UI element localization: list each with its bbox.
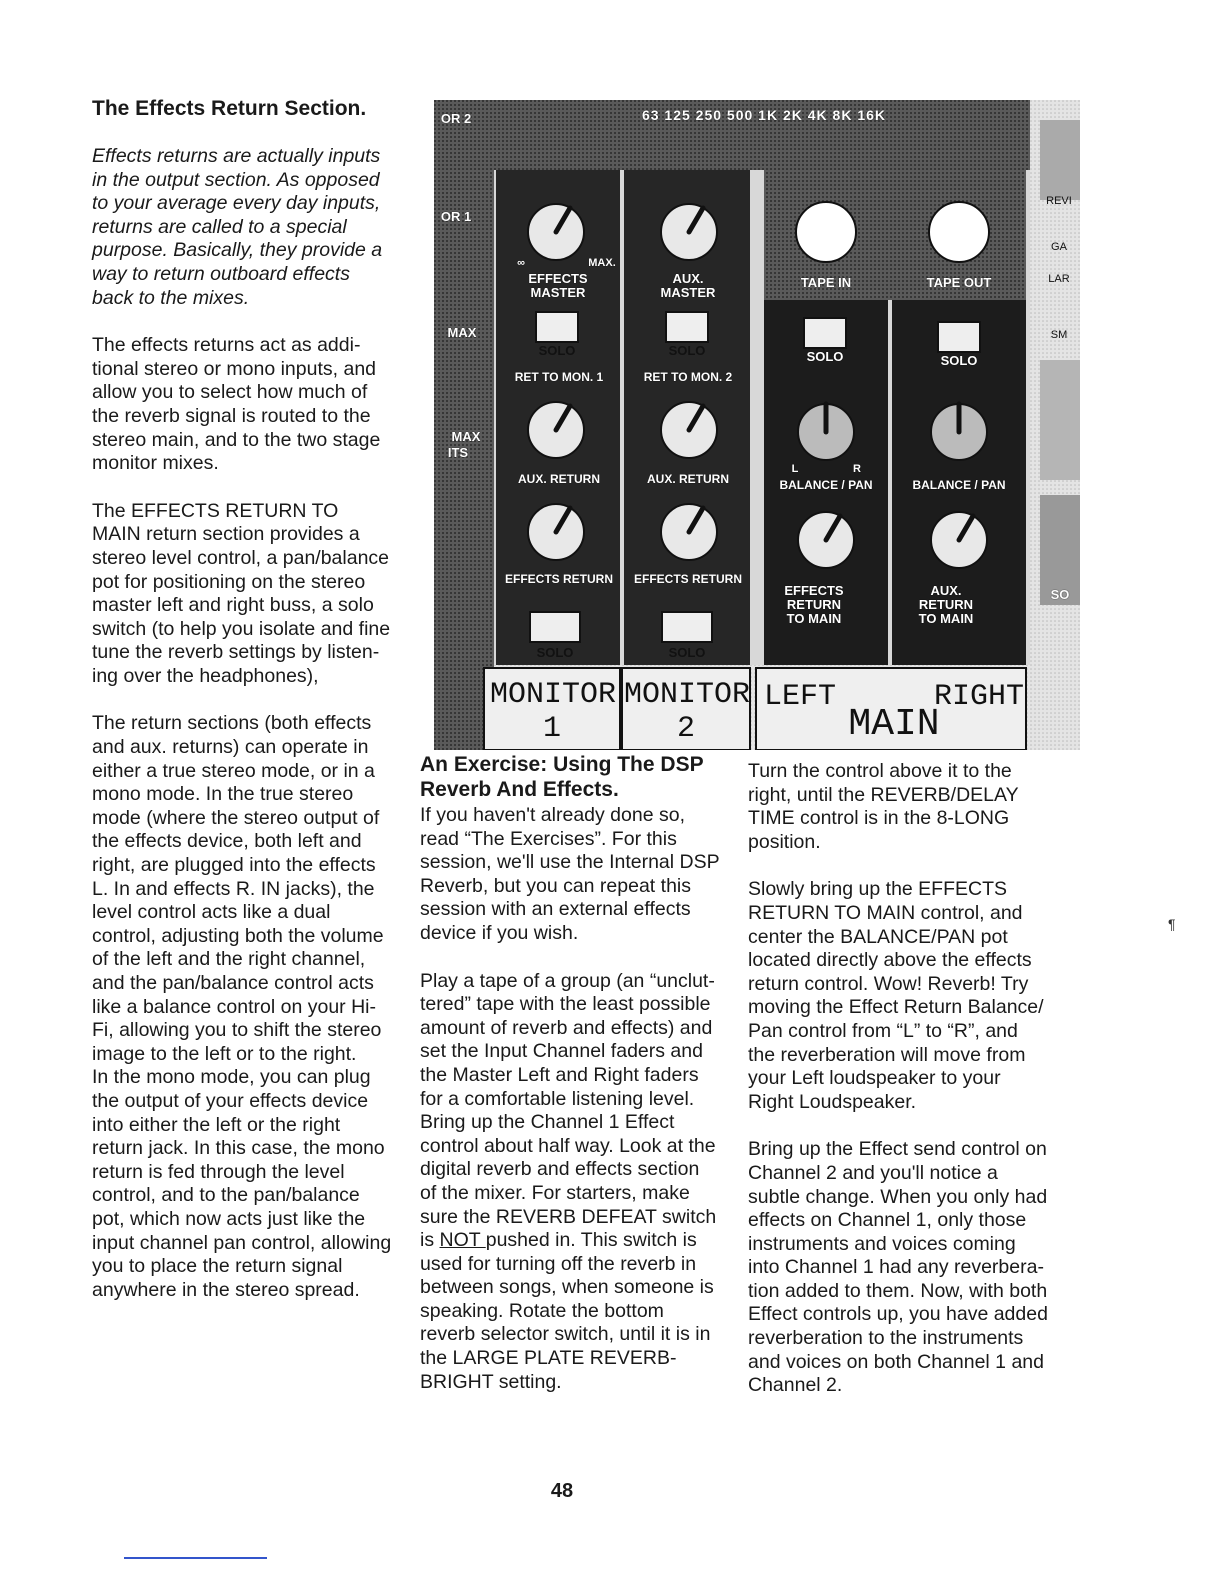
right-edge-label: GA (1051, 241, 1067, 253)
edge-label: OR 1 (440, 209, 472, 224)
section-heading: The Effects Return Section. (92, 97, 367, 120)
pan-l-mark: L (791, 463, 799, 475)
edge-label: OR 2 (440, 111, 472, 126)
ret-to-mon2-label: RET TO MON. 2 (643, 370, 733, 384)
exercise-heading: An Exercise: Using The DSP Reverb And Effects. (420, 753, 704, 801)
balance-pan-label: BALANCE / PAN (779, 478, 873, 492)
right-column (748, 760, 1078, 1422)
effects-return-to-main-label: EFFECTS RETURN TO MAIN (784, 583, 844, 626)
page-number: 48 (550, 1480, 574, 1502)
paragraph: The effects returns act as addi- tional stereo or mono inputs, and allow you to select how much of the reverb signal is routed to the stereo main, and to the two stage monitor mixes. (92, 334, 381, 475)
mixer-photo (434, 100, 1080, 750)
edge-label: MAX (447, 325, 477, 340)
middle-column (420, 752, 740, 1418)
not-emphasis: NOT (439, 1229, 486, 1252)
main-scribble: MAIN (848, 703, 940, 746)
knob-min-mark: ∞ (517, 257, 525, 269)
paragraph: Slowly bring up the EFFECTS RETURN TO MAIN control, and center the BALANCE/PAN pot located directly above the effects return control. Wow! Reverb! Try moving the Effect Return Balance/ Pan control from “L” to “R”, and the reverberation will move from your Left loudspeaker to your Right Loudspeaker. (748, 878, 1044, 1113)
knob-max-mark: MAX. (588, 257, 616, 269)
monitor1-scribble: MONITOR 1 (490, 678, 617, 746)
aux-master-label: AUX. MASTER (660, 271, 716, 300)
solo-label: SOLO (806, 349, 844, 364)
tape-out-label: TAPE OUT (926, 275, 992, 290)
edge-label: ITS (447, 445, 469, 460)
tape-in-label: TAPE IN (800, 275, 852, 290)
solo-label: SOLO (538, 343, 576, 358)
left-edge-strip (434, 100, 494, 750)
ret-to-mon1-label: RET TO MON. 1 (514, 370, 604, 384)
effects-return-label: EFFECTS RETURN (634, 572, 742, 586)
aux-return-to-main-label: AUX. RETURN TO MAIN (918, 583, 974, 626)
paragraph-text: pushed in. This switch is used for turning off the reverb in between songs, when someone is speaking. Rotate the bottom reverb selector switch, until it is in the LARGE PLATE REVERB- BRIGHT setting. (420, 1229, 714, 1393)
solo-label: SOLO (668, 343, 706, 358)
aux-return-label: AUX. RETURN (517, 472, 600, 486)
main-right-scribble: RIGHT (934, 680, 1025, 714)
effects-master-label: EFFECTS MASTER (528, 271, 588, 300)
effects-return-label: EFFECTS RETURN (505, 572, 613, 586)
balance-pan-label: BALANCE / PAN (912, 478, 1006, 492)
solo-label: SOLO (940, 353, 978, 368)
right-edge-label: SM (1050, 329, 1068, 341)
paragraph-text: Play a tape of a group (an “unclut- tered” tape with the least possible amount of reverb and effects) and set the Input Channel faders and the Master Left and Right faders for a comfortable listening level. Bring up the Channel 1 Effect control about half way. Look at the digital reverb and effects section of the mixer. For starters, make sure the REVERB DEFEAT switch is (420, 969, 717, 1252)
paragraph: If you haven't already done so, read “The Exercises”. For this session, we'll use the Internal DSP Reverb, but you can repeat this session with an external effects device if you wish. (420, 804, 720, 944)
aux-return-label: AUX. RETURN (646, 472, 729, 486)
monitor2-scribble: MONITOR 2 (624, 678, 751, 746)
eq-frequency-labels: 63 125 250 500 1K 2K 4K 8K 16K (641, 107, 887, 123)
paragraph: The EFFECTS RETURN TO MAIN return section provides a stereo level control, a pan/balance pot for positioning on the stereo master left and right buss, a solo switch (to help you isolate and fine tune the reverb settings by listen- ing over the headphones), (92, 499, 391, 687)
intro-italic: Effects returns are actually inputs in the output section. As opposed to your average every day inputs, returns are called to a special purpose. Basically, they provide a way to return outboard effects back to the mixes. (92, 145, 383, 309)
footer-line (124, 1557, 267, 1559)
right-edge-label: LAR (1048, 273, 1070, 285)
stray-mark: ¶ (1168, 916, 1176, 932)
main-left-scribble: LEFT (764, 680, 837, 714)
solo-label: SOLO (668, 645, 706, 660)
solo-label: SOLO (536, 645, 574, 660)
right-edge-label: REVI (1046, 195, 1072, 207)
edge-label: MAX (451, 429, 481, 444)
right-edge-label: SO (1050, 587, 1070, 602)
paragraph (420, 970, 740, 1395)
left-column (92, 96, 422, 1326)
paragraph: Bring up the Effect send control on Channel 2 and you'll notice a subtle change. When you only had effects on Channel 1, only those instruments and voices coming into Channel 1 had any reverbera- tion added to them. Now, with both Effect controls up, you have added reverberation to the instruments and voices on both Channel 1 and Channel 2. (748, 1138, 1048, 1397)
pan-r-mark: R (853, 463, 861, 475)
paragraph: Turn the control above it to the right, until the REVERB/DELAY TIME control is in the 8-LONG position. (748, 760, 1019, 853)
paragraph: The return sections (both effects and aux. returns) can operate in either a true stereo mode, or in a mono mode. In the true stereo mode (where the stereo output of the effects device, both left and right, are plugged into the effects L. In and effects R. IN jacks), the level control acts like a dual control, adjusting both the volume of the left and the right channel, and the pan/balance control acts like a balance control on your Hi- Fi, allowing you to shift the stereo image to the left or to the right. In the mono mode, you can plug the output of your effects device into either the left or the right return jack. In this case, the mono return is fed through the level control, and to the pan/balance pot, which now acts just like the input channel pan control, allowing you to place the return signal anywhere in the stereo spread. (92, 712, 392, 1301)
